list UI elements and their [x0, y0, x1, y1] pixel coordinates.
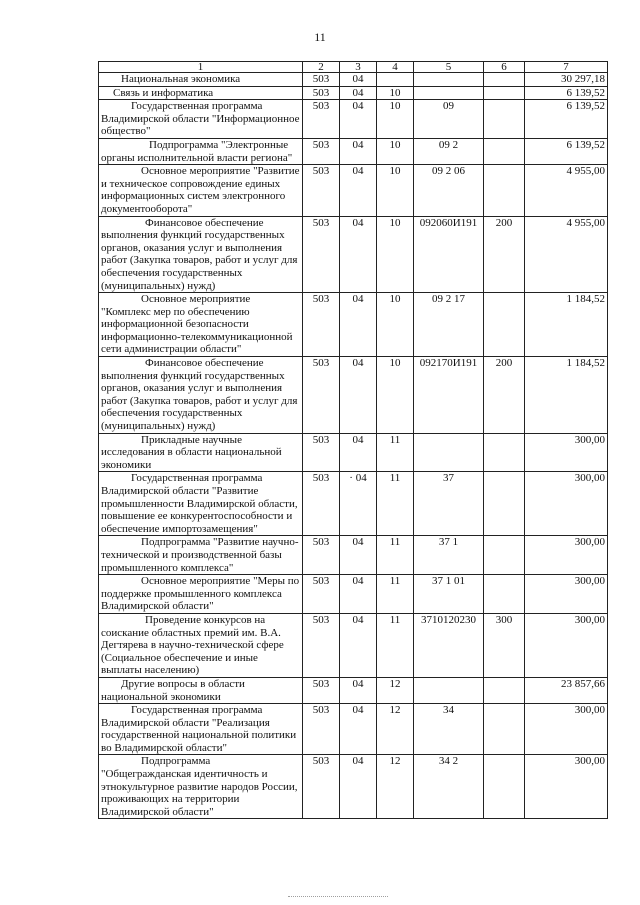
row-subsection-cell: 12 [377, 677, 414, 703]
row-name-cell: Государственная программа Владимирской области "Развитие промышленности Владимирской области, повышение ее конкурентоспособности и обеспечение импортозамещения" [99, 472, 303, 536]
row-subsection-cell: 10 [377, 100, 414, 139]
row-amount-cell: 1 184,52 [525, 357, 608, 434]
row-name-cell: Финансовое обеспечение выполнения функций государственных органов, оказания услуг и выполнения работ (Закупка товаров, работ и услуг для обеспечения государственных (муниципальных) нужд) [99, 357, 303, 434]
header-cell: 2 [303, 62, 340, 73]
row-expense-type-cell [484, 293, 525, 357]
table-row [99, 613, 608, 677]
row-amount-cell: 300,00 [525, 433, 608, 472]
row-amount-cell: 4 955,00 [525, 216, 608, 293]
table-row [99, 755, 608, 819]
row-expense-type-cell [484, 138, 525, 164]
row-expense-type-cell [484, 677, 525, 703]
row-expense-type-cell: 300 [484, 613, 525, 677]
row-section-cell: 04 [340, 613, 377, 677]
row-target-cell: 092170И191 [414, 357, 484, 434]
row-target-cell: 09 [414, 100, 484, 139]
row-section-cell: 04 [340, 357, 377, 434]
row-name-cell: Национальная экономика [99, 73, 303, 87]
row-expense-type-cell [484, 472, 525, 536]
row-code-cell: 503 [303, 472, 340, 536]
row-subsection-cell: 11 [377, 575, 414, 614]
page-number: 11 [314, 30, 326, 44]
row-amount-cell: 30 297,18 [525, 73, 608, 87]
row-section-cell: 04 [340, 536, 377, 575]
row-expense-type-cell [484, 704, 525, 755]
table-row [99, 216, 608, 293]
header-cell: 7 [525, 62, 608, 73]
scan-artifact [288, 896, 388, 900]
row-amount-cell: 300,00 [525, 755, 608, 819]
row-name-cell: Основное мероприятие "Развитие и техническое сопровождение единых информационных систем электронного документооборота" [99, 165, 303, 216]
row-expense-type-cell [484, 100, 525, 139]
row-expense-type-cell [484, 73, 525, 87]
row-code-cell: 503 [303, 755, 340, 819]
row-subsection-cell: 11 [377, 536, 414, 575]
row-expense-type-cell [484, 86, 525, 100]
row-expense-type-cell [484, 165, 525, 216]
row-name-cell: Прикладные научные исследования в области национальной экономики [99, 433, 303, 472]
table-row [99, 575, 608, 614]
row-code-cell: 503 [303, 86, 340, 100]
row-subsection-cell: 10 [377, 216, 414, 293]
row-section-cell: 04 [340, 165, 377, 216]
row-section-cell: 04 [340, 216, 377, 293]
table-body [99, 73, 608, 819]
row-subsection-cell [377, 73, 414, 87]
row-section-cell: 04 [340, 86, 377, 100]
row-name-cell: Связь и информатика [99, 86, 303, 100]
row-code-cell: 503 [303, 677, 340, 703]
row-amount-cell: 300,00 [525, 613, 608, 677]
row-code-cell: 503 [303, 536, 340, 575]
table-header-row [99, 62, 608, 73]
row-name-cell: Проведение конкурсов на соискание областных премий им. В.А. Дегтярева в научно-технической сфере (Социальное обеспечение и иные выплаты населению) [99, 613, 303, 677]
row-name-cell: Финансовое обеспечение выполнения функций государственных органов, оказания услуг и выполнения работ (Закупка товаров, работ и услуг для обеспечения государственных (муниципальных) нужд) [99, 216, 303, 293]
row-subsection-cell: 10 [377, 293, 414, 357]
row-target-cell: 09 2 06 [414, 165, 484, 216]
row-name-cell: Подпрограмма "Электронные органы исполнительной власти региона" [99, 138, 303, 164]
budget-table [98, 61, 608, 819]
row-subsection-cell: 12 [377, 704, 414, 755]
row-code-cell: 503 [303, 357, 340, 434]
row-amount-cell: 1 184,52 [525, 293, 608, 357]
row-section-cell: 04 [340, 433, 377, 472]
row-name-cell: Основное мероприятие "Комплекс мер по обеспечению информационной безопасности информационно-телекоммуникационной сети администрации области" [99, 293, 303, 357]
row-section-cell: 04 [340, 704, 377, 755]
row-target-cell [414, 73, 484, 87]
row-subsection-cell: 10 [377, 165, 414, 216]
row-section-cell: 04 [340, 138, 377, 164]
row-code-cell: 503 [303, 433, 340, 472]
table-row [99, 100, 608, 139]
table-row [99, 73, 608, 87]
row-code-cell: 503 [303, 575, 340, 614]
row-amount-cell: 300,00 [525, 704, 608, 755]
row-name-cell: Государственная программа Владимирской области "Реализация государственной национальной политики во Владимирской области" [99, 704, 303, 755]
row-name-cell: Государственная программа Владимирской области "Информационное общество" [99, 100, 303, 139]
table-row [99, 677, 608, 703]
row-section-cell: 04 [340, 100, 377, 139]
row-target-cell: 34 [414, 704, 484, 755]
table-row [99, 357, 608, 434]
row-target-cell [414, 677, 484, 703]
table-row [99, 472, 608, 536]
row-target-cell: 09 2 [414, 138, 484, 164]
row-amount-cell: 23 857,66 [525, 677, 608, 703]
row-section-cell: 04 [340, 575, 377, 614]
row-code-cell: 503 [303, 165, 340, 216]
row-code-cell: 503 [303, 613, 340, 677]
row-subsection-cell: 10 [377, 138, 414, 164]
row-amount-cell: 300,00 [525, 472, 608, 536]
row-amount-cell: 6 139,52 [525, 86, 608, 100]
row-code-cell: 503 [303, 293, 340, 357]
row-expense-type-cell: 200 [484, 216, 525, 293]
row-target-cell: 09 2 17 [414, 293, 484, 357]
row-expense-type-cell [484, 536, 525, 575]
row-code-cell: 503 [303, 216, 340, 293]
table-row [99, 536, 608, 575]
row-target-cell [414, 86, 484, 100]
row-section-cell: 04 [340, 677, 377, 703]
row-target-cell: 34 2 [414, 755, 484, 819]
table-row [99, 86, 608, 100]
row-name-cell: Основное мероприятие "Меры по поддержке промышленного комплекса Владимирской области" [99, 575, 303, 614]
header-cell: 3 [340, 62, 377, 73]
row-target-cell: 092060И191 [414, 216, 484, 293]
header-cell: 5 [414, 62, 484, 73]
row-expense-type-cell [484, 575, 525, 614]
row-section-cell: · 04 [340, 472, 377, 536]
table-row [99, 293, 608, 357]
row-expense-type-cell [484, 433, 525, 472]
header-cell: 6 [484, 62, 525, 73]
header-cell: 1 [99, 62, 303, 73]
row-subsection-cell: 10 [377, 357, 414, 434]
row-target-cell: 37 [414, 472, 484, 536]
table-row [99, 704, 608, 755]
row-name-cell: Подпрограмма "Развитие научно-технической и производственной базы промышленного комплекса" [99, 536, 303, 575]
row-code-cell: 503 [303, 100, 340, 139]
row-amount-cell: 300,00 [525, 575, 608, 614]
row-amount-cell: 4 955,00 [525, 165, 608, 216]
row-section-cell: 04 [340, 755, 377, 819]
row-subsection-cell: 11 [377, 433, 414, 472]
row-code-cell: 503 [303, 73, 340, 87]
row-target-cell: 37 1 [414, 536, 484, 575]
table-row [99, 433, 608, 472]
row-code-cell: 503 [303, 704, 340, 755]
row-subsection-cell: 12 [377, 755, 414, 819]
row-target-cell [414, 433, 484, 472]
table-row [99, 165, 608, 216]
row-subsection-cell: 10 [377, 86, 414, 100]
row-subsection-cell: 11 [377, 613, 414, 677]
row-name-cell: Подпрограмма "Общегражданская идентичность и этнокультурное развитие народов России, проживающих на территории Владимирской области" [99, 755, 303, 819]
row-section-cell: 04 [340, 293, 377, 357]
row-code-cell: 503 [303, 138, 340, 164]
row-target-cell: 37 1 01 [414, 575, 484, 614]
row-target-cell: 3710120230 [414, 613, 484, 677]
row-section-cell: 04 [340, 73, 377, 87]
table-row [99, 138, 608, 164]
row-name-cell: Другие вопросы в области национальной экономики [99, 677, 303, 703]
row-expense-type-cell: 200 [484, 357, 525, 434]
row-amount-cell: 300,00 [525, 536, 608, 575]
header-cell: 4 [377, 62, 414, 73]
row-amount-cell: 6 139,52 [525, 100, 608, 139]
row-amount-cell: 6 139,52 [525, 138, 608, 164]
row-expense-type-cell [484, 755, 525, 819]
row-subsection-cell: 11 [377, 472, 414, 536]
